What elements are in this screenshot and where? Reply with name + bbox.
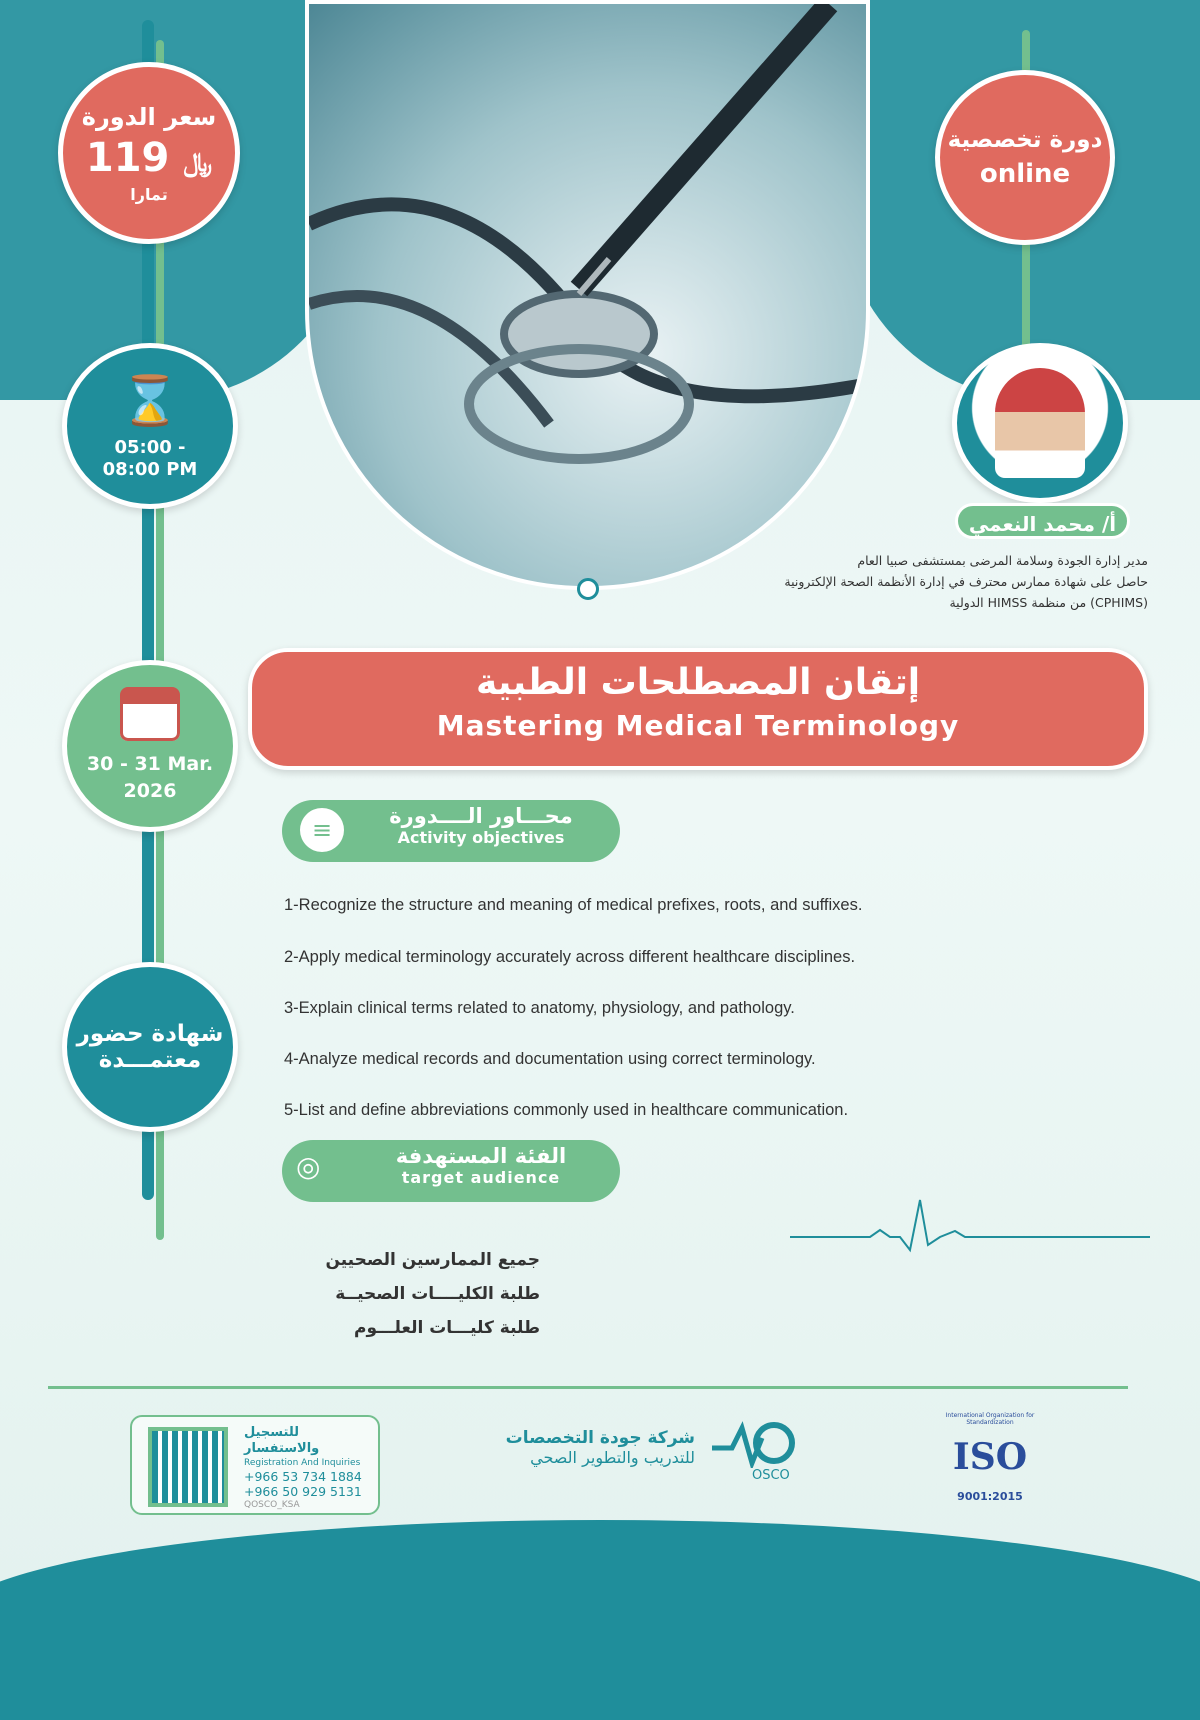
objective-item: 5-List and define abbreviations commonly used in healthcare communication.: [284, 1101, 849, 1119]
date-value: 30 - 31 Mar. 2026: [86, 753, 214, 802]
time-badge: [62, 343, 238, 509]
objective-item: 1-Recognize the structure and meaning of medical prefixes, roots, and suffixes.: [284, 896, 863, 914]
company-name: [480, 1428, 695, 1467]
audience-item: طلبة الكليــــات الصحيــة: [335, 1284, 540, 1304]
hero-dot: [577, 578, 599, 600]
iso-logo: ISO: [952, 1436, 1028, 1478]
time-value: 05:00 - 08:00 PM: [102, 436, 198, 480]
instructor-name: أ/ محمد النعمي: [955, 503, 1130, 539]
certificate-badge: [62, 962, 238, 1132]
iso-badge: [935, 1408, 1045, 1518]
footer-divider: [48, 1386, 1128, 1389]
course-type-label: دورة تخصصية: [947, 126, 1103, 153]
course-title-en: Mastering Medical Terminology: [436, 709, 960, 742]
social-handle[interactable]: QOSCO_KSA: [244, 1500, 300, 1510]
course-type-mode: online: [979, 158, 1071, 189]
course-title: [248, 648, 1148, 770]
certificate-line1: شهادة حضور: [76, 1021, 224, 1047]
calendar-icon: [120, 687, 180, 741]
target-group-icon: ◎: [296, 1150, 321, 1183]
company-line1: شركة جودة التخصصات: [505, 1428, 695, 1448]
course-type-badge: [935, 70, 1115, 245]
bio-item: حاصل على شهادة ممارس محترف في إدارة الأنظمة الصحة الإلكترونية (CPHIMS) من منظمة HIMSS الدولية: [784, 574, 1148, 610]
stethoscope-pen-illustration: [309, 4, 870, 590]
logo-pulse-icon: [712, 1418, 802, 1468]
objective-item: 4-Analyze medical records and documentation using correct terminology.: [284, 1050, 816, 1068]
currency-icon: ﷼: [183, 147, 213, 178]
avatar: [995, 368, 1085, 478]
chat-bubbles-icon: ≡: [300, 808, 344, 852]
company-line2: للتدريب والتطوير الصحي: [530, 1448, 695, 1467]
qr-code: [148, 1427, 228, 1507]
audience-title-en: target audience: [401, 1168, 561, 1187]
objectives-header: [282, 800, 620, 862]
contact-title: للتسجيل والاستفسار: [244, 1425, 320, 1457]
price-amount-row: [86, 135, 212, 181]
bio-item: مدير إدارة الجودة وسلامة المرضى بمستشفى صبيا العام: [857, 553, 1148, 568]
phone-1[interactable]: +966 53 734 1884: [244, 1468, 362, 1484]
objectives-title-en: Activity objectives: [397, 828, 565, 847]
footer-wave: [0, 1520, 1200, 1720]
phone-2[interactable]: +966 50 929 5131: [244, 1484, 362, 1500]
audience-item: جميع الممارسين الصحيين: [325, 1250, 540, 1270]
logo-text: OSCO: [752, 1468, 790, 1483]
course-title-ar: إتقان المصطلحات الطبية: [475, 662, 921, 703]
contact-box: [130, 1415, 380, 1515]
contact-text: [244, 1425, 378, 1511]
objectives-title-ar: محـــاور الــــدورة: [389, 804, 573, 828]
audience-item: طلبة كليـــات العلـــوم: [354, 1318, 540, 1338]
audience-title-ar: الفئة المستهدفة: [395, 1144, 567, 1168]
heartbeat-line: [790, 1195, 1150, 1255]
iso-ring-text: International Organization for Standardization: [945, 1412, 1035, 1426]
price-amount: 119: [85, 134, 170, 181]
hourglass-icon: ⌛: [120, 372, 180, 429]
price-label: سعر الدورة: [81, 102, 217, 131]
price-badge: [58, 62, 240, 244]
objective-item: 2-Apply medical terminology accurately across different healthcare disciplines.: [284, 948, 856, 966]
iso-cert: 9001:2015: [957, 1490, 1023, 1503]
instructor-photo: [952, 343, 1128, 503]
tamara-payment: تمارا: [130, 184, 168, 204]
contact-subtitle: Registration And Inquiries: [244, 1457, 361, 1468]
objective-item: 3-Explain clinical terms related to anatomy, physiology, and pathology.: [284, 999, 795, 1017]
instructor-bio: [768, 550, 1148, 613]
audience-header: [282, 1140, 620, 1202]
company-logo: [712, 1418, 802, 1488]
date-badge: [62, 660, 238, 832]
certificate-line2: معتمـــدة: [98, 1047, 202, 1073]
hero-image: [305, 0, 870, 590]
